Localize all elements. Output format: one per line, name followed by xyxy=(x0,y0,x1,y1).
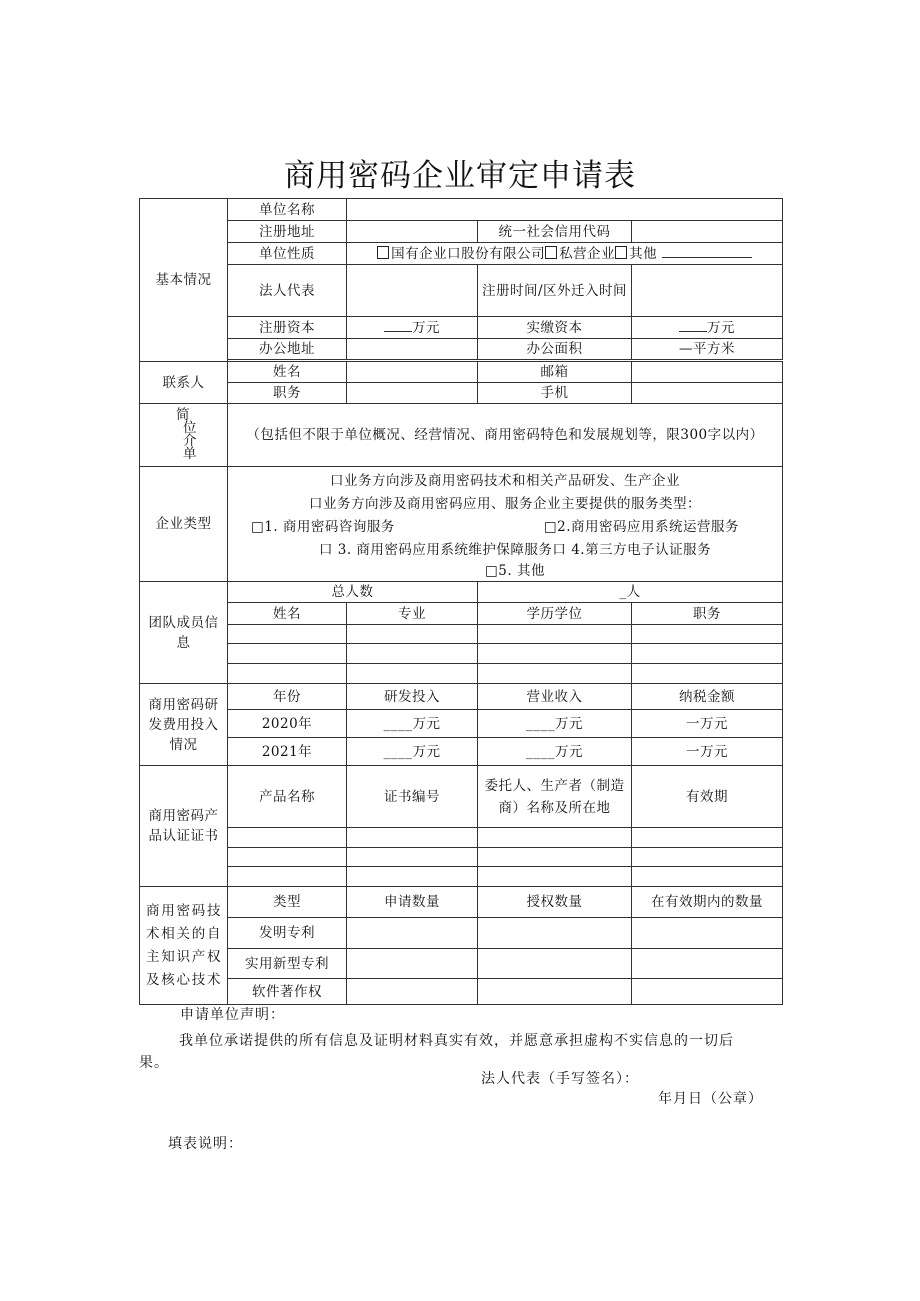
table-row xyxy=(140,918,783,949)
intro-field[interactable]: （包括但不限于单位概况、经营情况、商用密码特色和发展规划等，限300字以内） xyxy=(228,404,783,467)
unit-name-field[interactable] xyxy=(347,199,783,221)
contact-email-field[interactable] xyxy=(632,362,783,383)
rd-year-2021: 2021年 xyxy=(228,738,347,766)
table-row xyxy=(140,949,783,979)
table-row xyxy=(140,644,783,664)
section-intro-char-4: 单 xyxy=(183,446,197,462)
ip-cell[interactable] xyxy=(478,949,632,979)
nature-option-private: 私营企业 xyxy=(559,245,616,262)
team-cell[interactable] xyxy=(632,625,783,644)
rd-header-tax: 纳税金额 xyxy=(632,684,783,710)
enterprise-opt-service[interactable]: 口业务方向涉及商用密码应用、服务企业主要提供的服务类型： xyxy=(309,496,701,512)
office-address-label: 办公地址 xyxy=(228,339,347,360)
section-intro xyxy=(140,404,228,467)
service-opt-2[interactable]: □2.商用密码应用系统运营服务 xyxy=(543,519,740,535)
notes-label: 填表说明： xyxy=(168,1136,243,1152)
team-cell[interactable] xyxy=(478,625,632,644)
rd-2021-tax[interactable]: 一万元 xyxy=(632,738,783,766)
team-cell[interactable] xyxy=(228,644,347,664)
team-cell[interactable] xyxy=(478,644,632,664)
paid-capital-field[interactable] xyxy=(632,317,783,339)
section-intro-char-2: 位 xyxy=(183,420,197,436)
ip-header-valid: 在有效期内的数量 xyxy=(632,887,783,918)
table-row xyxy=(140,664,783,684)
team-cell[interactable] xyxy=(347,664,478,684)
contact-position-label: 职务 xyxy=(228,383,347,404)
team-cell[interactable] xyxy=(228,664,347,684)
reg-capital-field[interactable] xyxy=(347,317,478,339)
ip-cell[interactable] xyxy=(347,979,478,1005)
team-header-degree: 学历学位 xyxy=(478,603,632,625)
ip-type-utility: 实用新型专利 xyxy=(228,949,347,979)
contact-position-field[interactable] xyxy=(347,383,478,404)
team-cell[interactable] xyxy=(478,664,632,684)
contact-email-label: 邮箱 xyxy=(478,362,632,383)
section-intro-char-3: 介 xyxy=(183,433,197,449)
service-opt-5[interactable]: □5. 其他 xyxy=(485,563,545,579)
service-opt-1[interactable]: □1. 商用密码咨询服务 xyxy=(251,519,395,535)
cert-header-validity: 有效期 xyxy=(632,766,783,828)
legal-rep-signature[interactable]: 法人代表（手写签名）： xyxy=(481,1071,639,1087)
declaration-text: 我单位承诺提供的所有信息及证明材料真实有效，并愿意承担虚构不实信息的一切后果。 xyxy=(139,1033,734,1071)
team-total-label: 总人数 xyxy=(228,582,478,603)
table-row xyxy=(140,625,783,644)
reg-time-label: 注册时间/区外迁入时间 xyxy=(478,265,632,317)
unit-nature-options xyxy=(347,243,783,265)
table-row xyxy=(140,828,783,848)
ip-cell[interactable] xyxy=(632,918,783,949)
contact-name-label: 姓名 xyxy=(228,362,347,383)
declaration-heading: 申请单位声明： xyxy=(180,1007,285,1023)
legal-rep-field[interactable] xyxy=(347,265,478,317)
ip-header-granted: 授权数量 xyxy=(478,887,632,918)
credit-code-label: 统一社会信用代码 xyxy=(478,221,632,243)
cert-cell[interactable] xyxy=(478,848,632,867)
private-checkbox[interactable] xyxy=(545,246,557,259)
unit-nature-label: 单位性质 xyxy=(228,243,347,265)
ip-cell[interactable] xyxy=(632,949,783,979)
reg-address-field[interactable] xyxy=(347,221,478,243)
ip-header-type: 类型 xyxy=(228,887,347,918)
cert-cell[interactable] xyxy=(478,867,632,887)
office-address-field[interactable] xyxy=(347,339,478,360)
ip-header-applied: 申请数量 xyxy=(347,887,478,918)
section-enterprise-type: 企业类型 xyxy=(140,467,228,582)
ip-type-software: 软件著作权 xyxy=(228,979,347,1005)
team-header-name: 姓名 xyxy=(228,603,347,625)
table-row xyxy=(140,867,783,887)
unit-name-label: 单位名称 xyxy=(228,199,347,221)
contact-phone-label: 手机 xyxy=(478,383,632,404)
team-header-position: 职务 xyxy=(632,603,783,625)
team-cell[interactable] xyxy=(632,664,783,684)
enterprise-type-options xyxy=(228,467,783,582)
rd-2020-revenue[interactable]: ____万元 xyxy=(478,710,632,738)
ip-type-invention: 发明专利 xyxy=(228,918,347,949)
section-ip: 商用密码技术相关的自主知识产权及核心技术 xyxy=(140,887,228,1005)
rd-2020-rd[interactable]: ____万元 xyxy=(347,710,478,738)
cert-header-manufacturer: 委托人、生产者（制造商）名称及所在地 xyxy=(478,766,632,828)
ip-cell[interactable] xyxy=(478,918,632,949)
legal-rep-label: 法人代表 xyxy=(228,265,347,317)
section-rd-expense: 商用密码研发费用投入情况 xyxy=(140,684,228,766)
ip-cell[interactable] xyxy=(478,979,632,1005)
team-cell[interactable] xyxy=(347,625,478,644)
date-seal: 年月日（公章） xyxy=(658,1091,763,1107)
cert-cell[interactable] xyxy=(347,867,478,887)
rd-header-year: 年份 xyxy=(228,684,347,710)
team-cell[interactable] xyxy=(632,644,783,664)
cert-header-product: 产品名称 xyxy=(228,766,347,828)
team-header-major: 专业 xyxy=(347,603,478,625)
nature-option-state: 国有企业 xyxy=(391,245,448,262)
section-cert: 商用密码产品认证证书 xyxy=(140,766,228,887)
page-title: 商用密码企业审定申请表 xyxy=(284,158,636,194)
rd-2021-rd[interactable]: ____万元 xyxy=(347,738,478,766)
team-cell[interactable] xyxy=(228,625,347,644)
contact-phone-field[interactable] xyxy=(632,383,783,404)
ip-cell[interactable] xyxy=(347,949,478,979)
section-basic: 基本情况 xyxy=(140,199,228,362)
team-cell[interactable] xyxy=(347,644,478,664)
credit-code-field[interactable] xyxy=(632,221,783,243)
paid-capital-label: 实缴资本 xyxy=(478,317,632,339)
section-contact: 联系人 xyxy=(140,362,228,404)
cert-cell[interactable] xyxy=(478,828,632,848)
reg-capital-label: 注册资本 xyxy=(228,317,347,339)
nature-option-other: 其他 xyxy=(629,245,658,262)
reg-capital-unit: 万元 xyxy=(412,319,440,336)
cert-cell[interactable] xyxy=(347,828,478,848)
cert-cell[interactable] xyxy=(347,848,478,867)
rd-header-rd: 研发投入 xyxy=(347,684,478,710)
reg-time-field[interactable] xyxy=(632,265,783,317)
rd-year-2020: 2020年 xyxy=(228,710,347,738)
application-form xyxy=(139,198,783,1005)
ip-cell[interactable] xyxy=(632,979,783,1005)
cert-cell[interactable] xyxy=(228,867,347,887)
table-row xyxy=(140,738,783,766)
paid-capital-unit: 万元 xyxy=(707,319,735,336)
cert-header-number: 证书编号 xyxy=(347,766,478,828)
other-blank[interactable] xyxy=(662,244,752,258)
office-area-label: 办公面积 xyxy=(478,339,632,360)
cert-cell[interactable] xyxy=(228,848,347,867)
table-row xyxy=(140,979,783,1005)
rd-header-revenue: 营业收入 xyxy=(478,684,632,710)
cert-cell[interactable] xyxy=(228,828,347,848)
section-team: 团队成员信息 xyxy=(140,582,228,684)
reg-address-label: 注册地址 xyxy=(228,221,347,243)
team-total-field[interactable]: _人 xyxy=(478,582,783,603)
state-owned-checkbox[interactable] xyxy=(377,246,389,259)
nature-option-shareholding: 口股份有限公司 xyxy=(447,245,546,262)
cert-cell[interactable] xyxy=(632,867,783,887)
table-row xyxy=(140,710,783,738)
rd-2020-tax[interactable]: 一万元 xyxy=(632,710,783,738)
cert-cell[interactable] xyxy=(632,848,783,867)
table-row xyxy=(140,848,783,867)
office-area-field[interactable]: —平方米 xyxy=(632,339,783,360)
other-checkbox[interactable] xyxy=(615,246,627,259)
reg-capital-blank[interactable] xyxy=(384,318,412,332)
ip-cell[interactable] xyxy=(347,918,478,949)
cert-cell[interactable] xyxy=(632,828,783,848)
service-row-1 xyxy=(231,516,779,539)
rd-2021-revenue[interactable]: ____万元 xyxy=(478,738,632,766)
enterprise-opt-rd[interactable]: 口业务方向涉及商用密码技术和相关产品研发、生产企业 xyxy=(330,473,680,489)
paid-capital-blank[interactable] xyxy=(679,318,707,332)
section-intro-char-1: 简 xyxy=(176,407,190,423)
contact-name-field[interactable] xyxy=(347,362,478,383)
service-opt-3-4[interactable]: 口 3. 商用密码应用系统维护保障服务口 4.第三方电子认证服务 xyxy=(318,542,712,558)
